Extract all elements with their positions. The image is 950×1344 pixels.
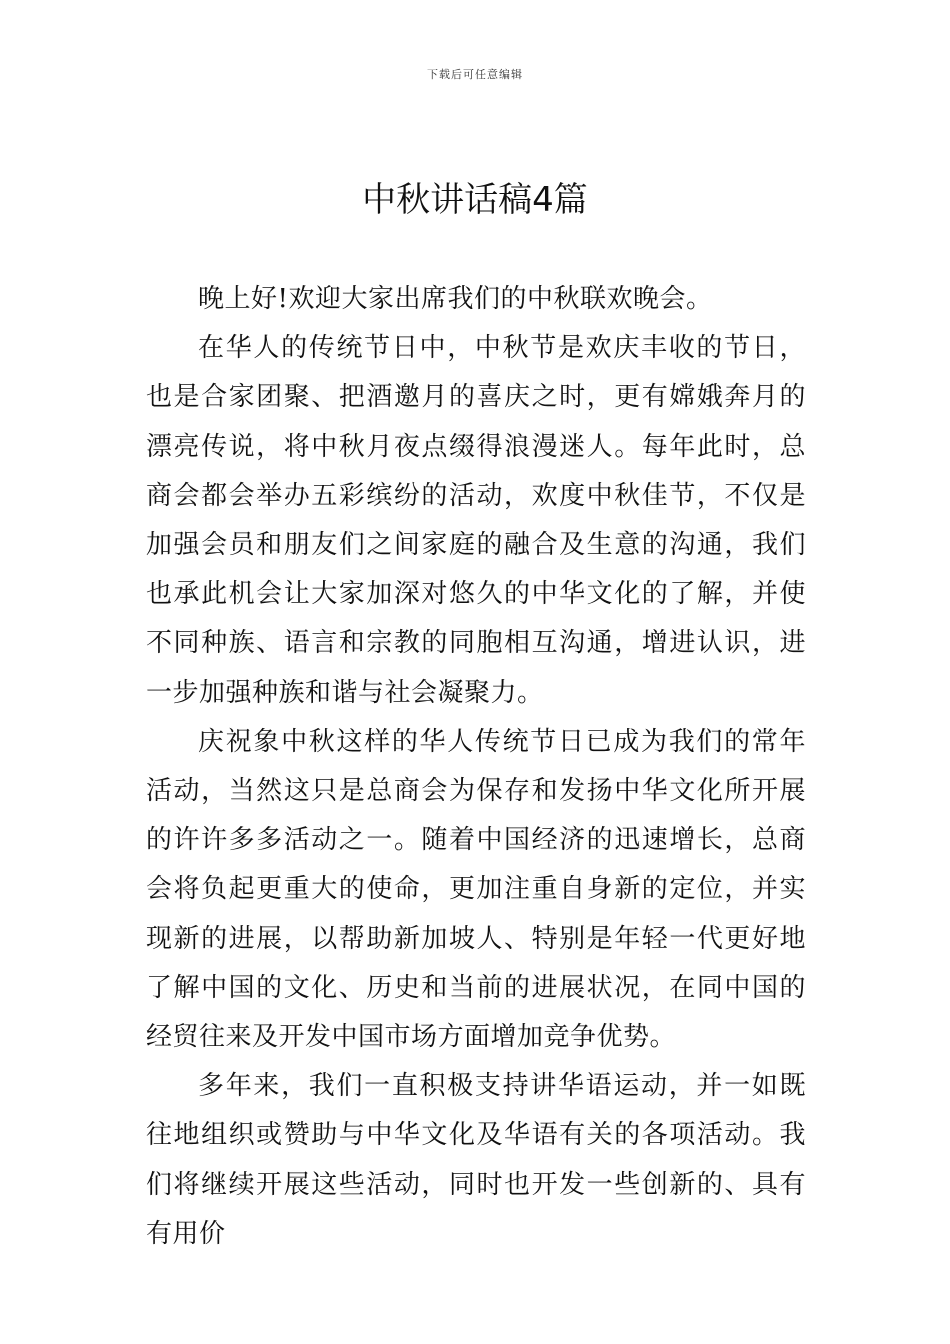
document-title: 中秋讲话稿4篇 bbox=[362, 180, 588, 220]
header-note: 下载后可任意编辑 bbox=[427, 68, 523, 81]
paragraph-chamber-activities: 庆祝象中秋这样的华人传统节日已成为我们的常年活动，当然这只是总商会为保存和发扬中华文化所开展的许许多多活动之一。随着中国经济的迅速增长，总商会将负起更重大的使命，更加注重自身新的定位，并实现新的进展，以帮助新加坡人、特别是年轻一代更好地了解中国的文化、历史和当前的进展状况，在同中国的经贸往来及开发中国市场方面增加竞争优势。 bbox=[146, 726, 806, 1053]
paragraph-mid-autumn-tradition: 在华人的传统节日中，中秋节是欢庆丰收的节日，也是合家团聚、把酒邀月的喜庆之时，更有嫦娥奔月的漂亮传说，将中秋月夜点缀得浪漫迷人。每年此时，总商会都会举办五彩缤纷的活动，欢度中秋佳节，不仅是加强会员和朋友们之间家庭的融合及生意的沟通，我们也承此机会让大家加深对悠久的中华文化的了解，并使不同种族、语言和宗教的同胞相互沟通，增进认识，进一步加强种族和谐与社会凝聚力。 bbox=[146, 333, 806, 708]
paragraph-greeting: 晚上好!欢迎大家出席我们的中秋联欢晚会。 bbox=[198, 284, 713, 314]
document-body bbox=[146, 275, 806, 1259]
paragraph-mandarin-campaign: 多年来，我们一直积极支持讲华语运动，并一如既往地组织或赞助与中华文化及华语有关的各项活动。我们将继续开展这些活动，同时也开发一些创新的、具有有用价 bbox=[146, 1071, 806, 1249]
